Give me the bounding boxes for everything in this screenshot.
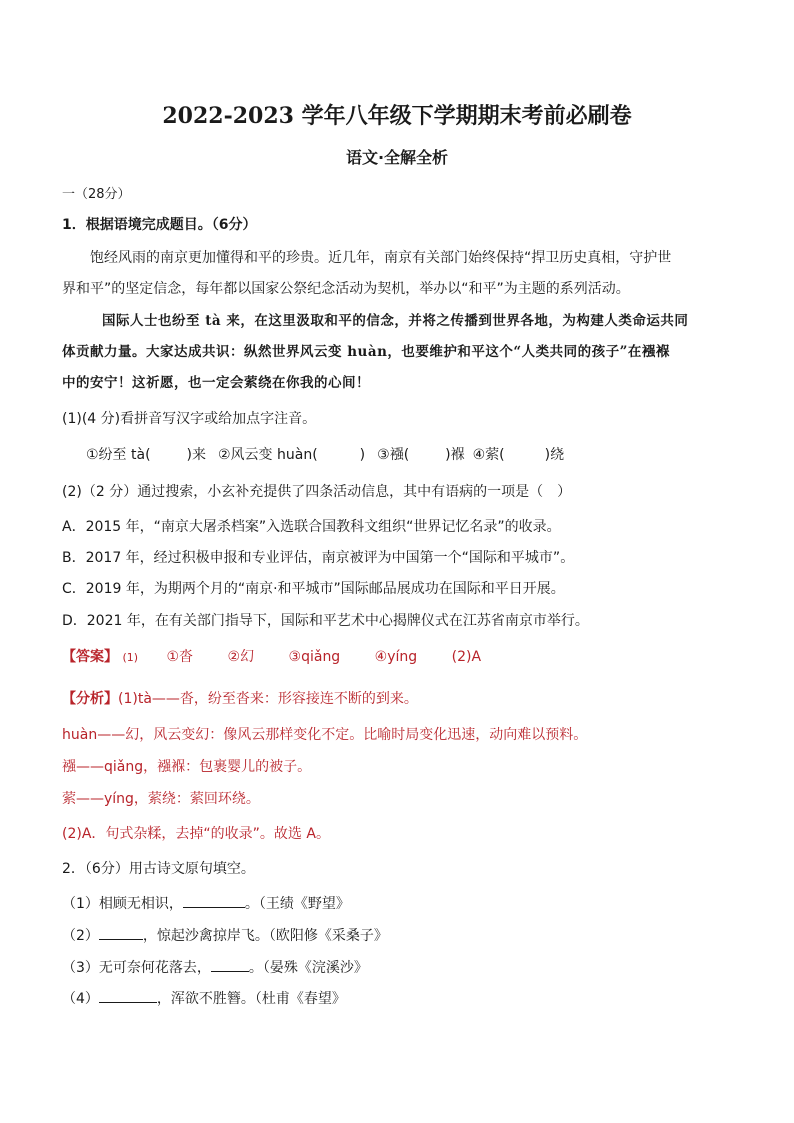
analysis-label: 【分析】 <box>62 691 118 707</box>
q1-paragraph2-line3: 中的安宁！这祈愿，也一定会萦绕在你我的心间！ <box>62 375 370 391</box>
option-b: B．2017 年，经过积极申报和专业评估，南京被评为中国第一个“国际和平城市”。 <box>62 550 575 566</box>
answer-line: 【答案】 (1) ①沓 ②幻 ③qiǎng ④yíng (2)A <box>62 649 482 665</box>
q2-item-2: （2） ，惊起沙禽掠岸飞。（欧阳修《采桑子》 <box>62 925 388 945</box>
analysis-line3: 襁——qiǎng，襁褓：包裹婴儿的被子。 <box>62 759 312 775</box>
answer-2: ②幻 <box>227 649 255 665</box>
q1-paragraph2-line2: 体贡献力量。大家达成共识：纵然世界风云变 huàn，也要维护和平这个“人类共同的孩子”在襁褓 <box>62 344 670 360</box>
section-label: 一（28分） <box>62 187 131 202</box>
page-title: 2022-2023 学年八年级下学期期末考前必刷卷 <box>162 103 632 129</box>
fill-blank[interactable] <box>99 925 143 940</box>
item-b: ②风云变 huàn( <box>218 447 318 463</box>
question-1-stem: 1．根据语境完成题目。（6分） <box>62 217 257 233</box>
analysis-line1: 【分析】(1)tà——沓，纷至沓来：形容接连不断的到来。 <box>62 691 418 707</box>
fill-blank[interactable] <box>183 893 245 908</box>
page-subtitle: 语文·全解全析 <box>345 148 449 167</box>
q2-item-3: （3）无可奈何花落去， 。（晏殊《浣溪沙》 <box>62 957 368 977</box>
fill-blank[interactable] <box>211 957 249 972</box>
q1-paragraph1-line1: 饱经风雨的南京更加懂得和平的珍贵。近几年，南京有关部门始终保持“捍卫历史真相，守护世 <box>90 250 672 266</box>
answer-label: 【答案】 <box>62 649 118 665</box>
item-a: ①纷至 tà( <box>86 447 151 463</box>
item-d: ④萦( <box>472 447 505 463</box>
q1-sub1-items: ①纷至 tà( )来 ②风云变 huàn( ) ③襁( )褓 ④萦( )绕 <box>86 447 565 463</box>
item-c: ③襁( <box>377 447 410 463</box>
option-d: D．2021 年，在有关部门指导下，国际和平艺术中心揭牌仪式在江苏省南京市举行。 <box>62 613 589 629</box>
analysis-line5: (2)A．句式杂糅，去掉“的收录”。故选 A。 <box>62 826 330 842</box>
option-a: A．2015 年，“南京大屠杀档案”入选联合国教科文组织“世界记忆名录”的收录。 <box>62 519 561 535</box>
answer-3: ③qiǎng <box>288 649 341 665</box>
q1-paragraph1-line2: 界和平”的坚定信念，每年都以国家公祭纪念活动为契机，举办以“和平”为主题的系列活动。 <box>62 281 630 297</box>
fill-blank[interactable] <box>99 988 157 1003</box>
answer-sub2: (2)A <box>451 649 482 665</box>
q2-item-4: （4） ，浑欲不胜簪。（杜甫《春望》 <box>62 988 346 1008</box>
q1-sub2-stem: (2)（2 分）通过搜索，小玄补充提供了四条活动信息，其中有语病的一项是（ ） <box>62 484 572 500</box>
answer-1: ①沓 <box>166 649 194 665</box>
question-2-stem: 2．（6分）用古诗文原句填空。 <box>62 861 255 877</box>
answer-4: ④yíng <box>374 649 418 665</box>
q2-item-1: （1）相顾无相识， 。（王绩《野望》 <box>62 893 350 913</box>
analysis-line4: 萦——yíng，萦绕：萦回环绕。 <box>62 791 260 807</box>
q1-paragraph2-line1: 国际人士也纷至 tà 来，在这里汲取和平的信念，并将之传播到世界各地，为构建人类命运共同 <box>102 313 689 329</box>
q1-sub1-stem: (1)(4 分)看拼音写汉字或给加点字注音。 <box>62 411 317 427</box>
analysis-line2: huàn——幻，风云变幻：像风云那样变化不定。比喻时局变化迅速，动向难以预料。 <box>62 727 588 743</box>
option-c: C．2019 年，为期两个月的“南京·和平城市”国际邮品展成功在国际和平日开展。 <box>62 581 565 597</box>
